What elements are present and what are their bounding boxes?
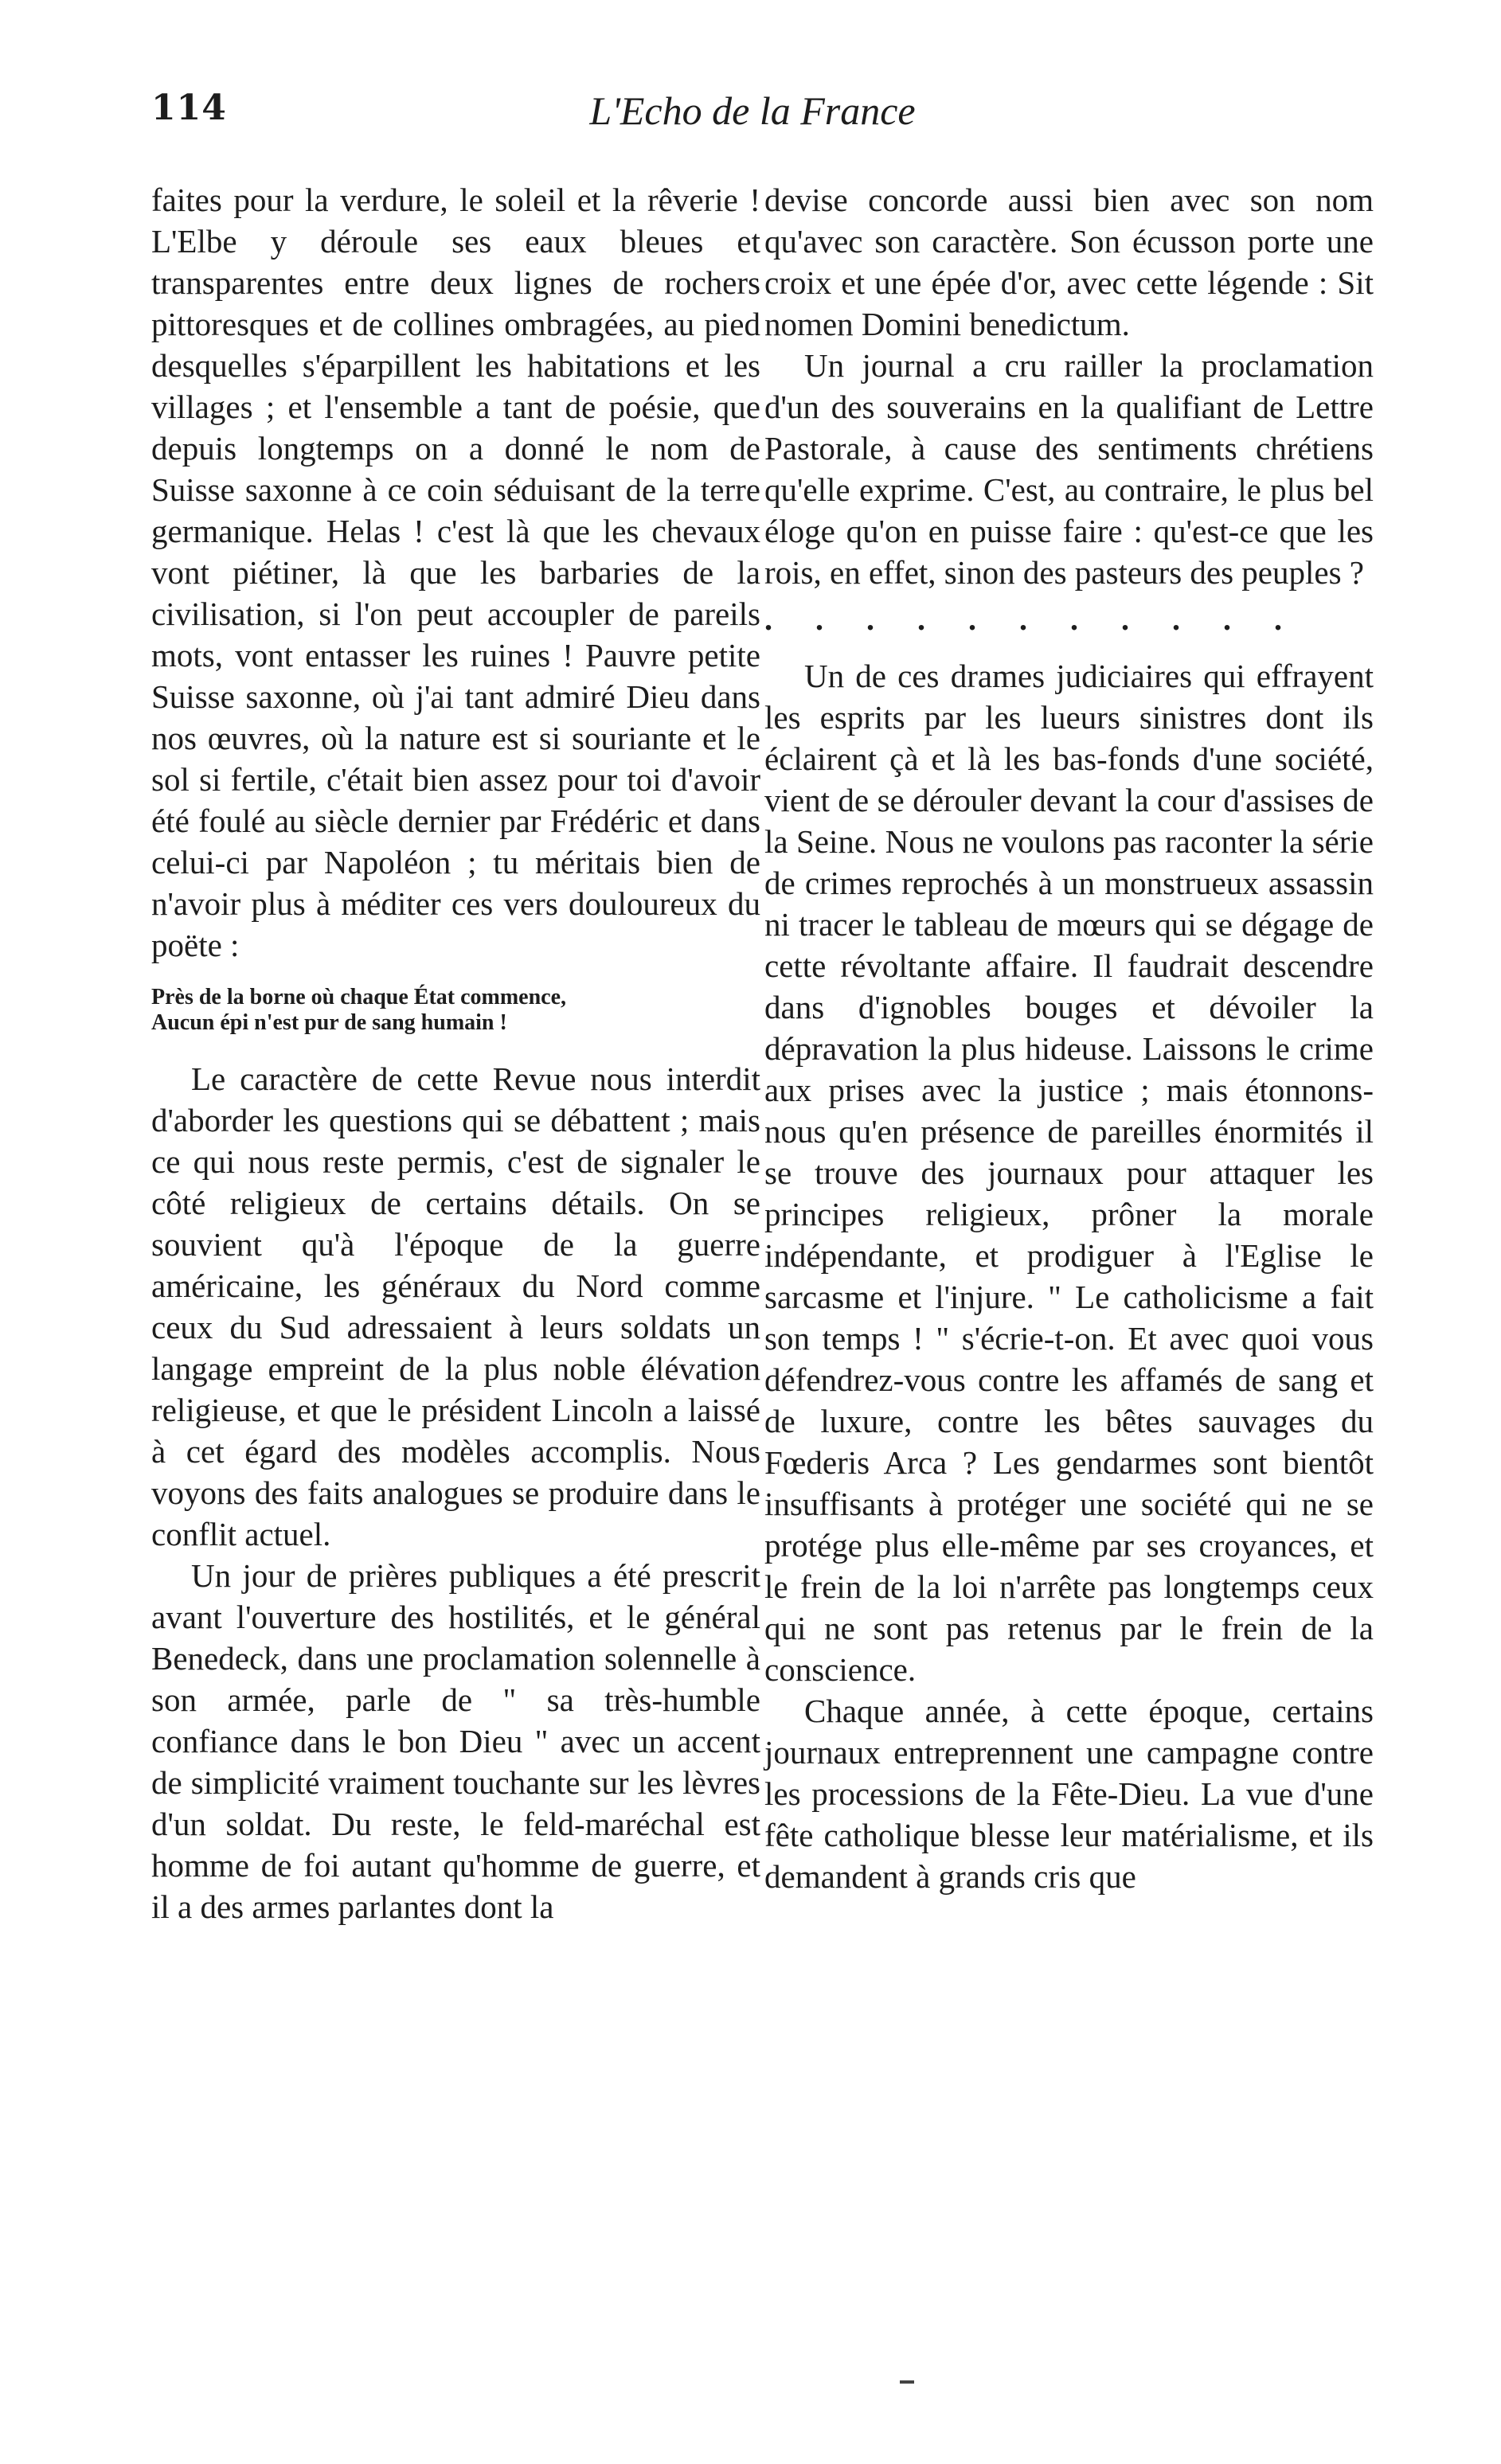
page-number: 114	[151, 88, 227, 128]
verse-line-1: Près de la borne où chaque État commence,	[151, 985, 567, 1009]
page-header	[151, 88, 1354, 151]
right-paragraph-4: Chaque année, à cette époque, certains journaux entreprennent une campagne contre les processions de la Fête-Dieu. La vue d'une fête catholique blesse leur matérialisme, et ils demandent à grands cris que	[764, 1693, 1374, 1895]
right-column	[764, 179, 1374, 1897]
left-column	[151, 179, 760, 1927]
verse-quote	[151, 985, 760, 1036]
right-paragraph-3: Un de ces drames judiciaires qui effrayent les esprits par les lueurs sinistres dont ils éclairent çà et là les bas-fonds d'une société, vient de se dérouler devant la cour d'assises de la Seine. Nous ne voulons pas raconter la série de crimes reprochés à un monstrueux assassin ni tracer le tableau de mœurs qui se dégage de cette révoltante affaire. Il faudrait descendre dans d'ignobles bouges et dévoiler la dépravation la plus hideuse. Laissons le crime aux prises avec la justice ; mais étonnons-nous qu'en présence de pareilles énormités il se trouve des journaux pour attaquer les principes religieux, prôner la morale indépendante, et prodiguer à l'Eglise le sarcasme et l'injure. " Le catholicisme a fait son temps ! " s'écrie-t-on. Et avec quoi vous défendrez-vous contre les affamés de sang et de luxure, contre les bêtes sauvages du Fœderis Arca ? Les gendarmes sont bientôt insuffisants à protéger une société qui ne se protége plus elle-même par ses croyances, et le frein de la loi n'arrête pas longtemps ceux qui ne sont pas retenus par le frein de la conscience.	[764, 658, 1374, 1688]
section-separator: . . . . . . . . . . .	[764, 601, 1300, 637]
footer-mark	[900, 2380, 914, 2384]
right-paragraph-1: devise concorde aussi bien avec son nom qu'avec son caractère. Son écusson porte une croix et une épée d'or, avec cette légende : Sit nomen Domini benedictum.	[764, 182, 1374, 342]
left-paragraph-3: Un jour de prières publiques a été prescrit avant l'ouverture des hostilités, et le général Benedeck, dans une proclamation solennelle à son armée, parle de " sa très-humble confiance dans le bon Dieu " avec un accent de simplicité vraiment touchante sur les lèvres d'un soldat. Du reste, le feld-maréchal est homme de foi autant qu'homme de guerre, et il a des armes parlantes dont la	[151, 1557, 760, 1925]
left-paragraph-1: faites pour la verdure, le soleil et la rêverie ! L'Elbe y déroule ses eaux bleues et transparentes entre deux lignes de rochers pittoresques et de collines ombragées, au pied desquelles s'éparpillent les habitations et les villages ; et l'ensemble a tant de poésie, que depuis longtemps on a donné le nom de Suisse saxonne à ce coin séduisant de la terre germanique. Helas ! c'est là que les chevaux vont piétiner, là que les barbaries de la civilisation, si l'on peut accoupler de pareils mots, vont entasser les ruines ! Pauvre petite Suisse saxonne, où j'ai tant admiré Dieu dans nos œuvres, où la nature est si souriante et le sol si fertile, c'était bien assez pour toi d'avoir été foulé au siècle dernier par Frédéric et dans celui-ci par Napoléon ; tu méritais bien de n'avoir plus à méditer ces vers douloureux du poëte :	[151, 182, 760, 963]
left-paragraph-2: Le caractère de cette Revue nous interdit d'aborder les questions qui se débattent ; mais ce qui nous reste permis, c'est de signaler le côté religieux de certains détails. On se souvient qu'à l'époque de la guerre américaine, les généraux du Nord comme ceux du Sud adressaient à leurs soldats un langage empreint de la plus noble élévation religieuse, et que le président Lincoln a laissé à cet égard des modèles accomplis. Nous voyons des faits analogues se produire dans le conflit actuel.	[151, 1060, 760, 1552]
running-title: L'Echo de la France	[589, 88, 916, 133]
verse-line-2: Aucun épi n'est pur de sang humain !	[151, 1010, 507, 1035]
right-paragraph-2: Un journal a cru railler la proclamation d'un des souverains en la qualifiant de Lettre Pastorale, à cause des sentiments chrétiens qu'elle exprime. C'est, au contraire, le plus bel éloge qu'on en puisse faire : qu'est-ce que les rois, en effet, sinon des pasteurs des peuples ?	[764, 347, 1374, 591]
